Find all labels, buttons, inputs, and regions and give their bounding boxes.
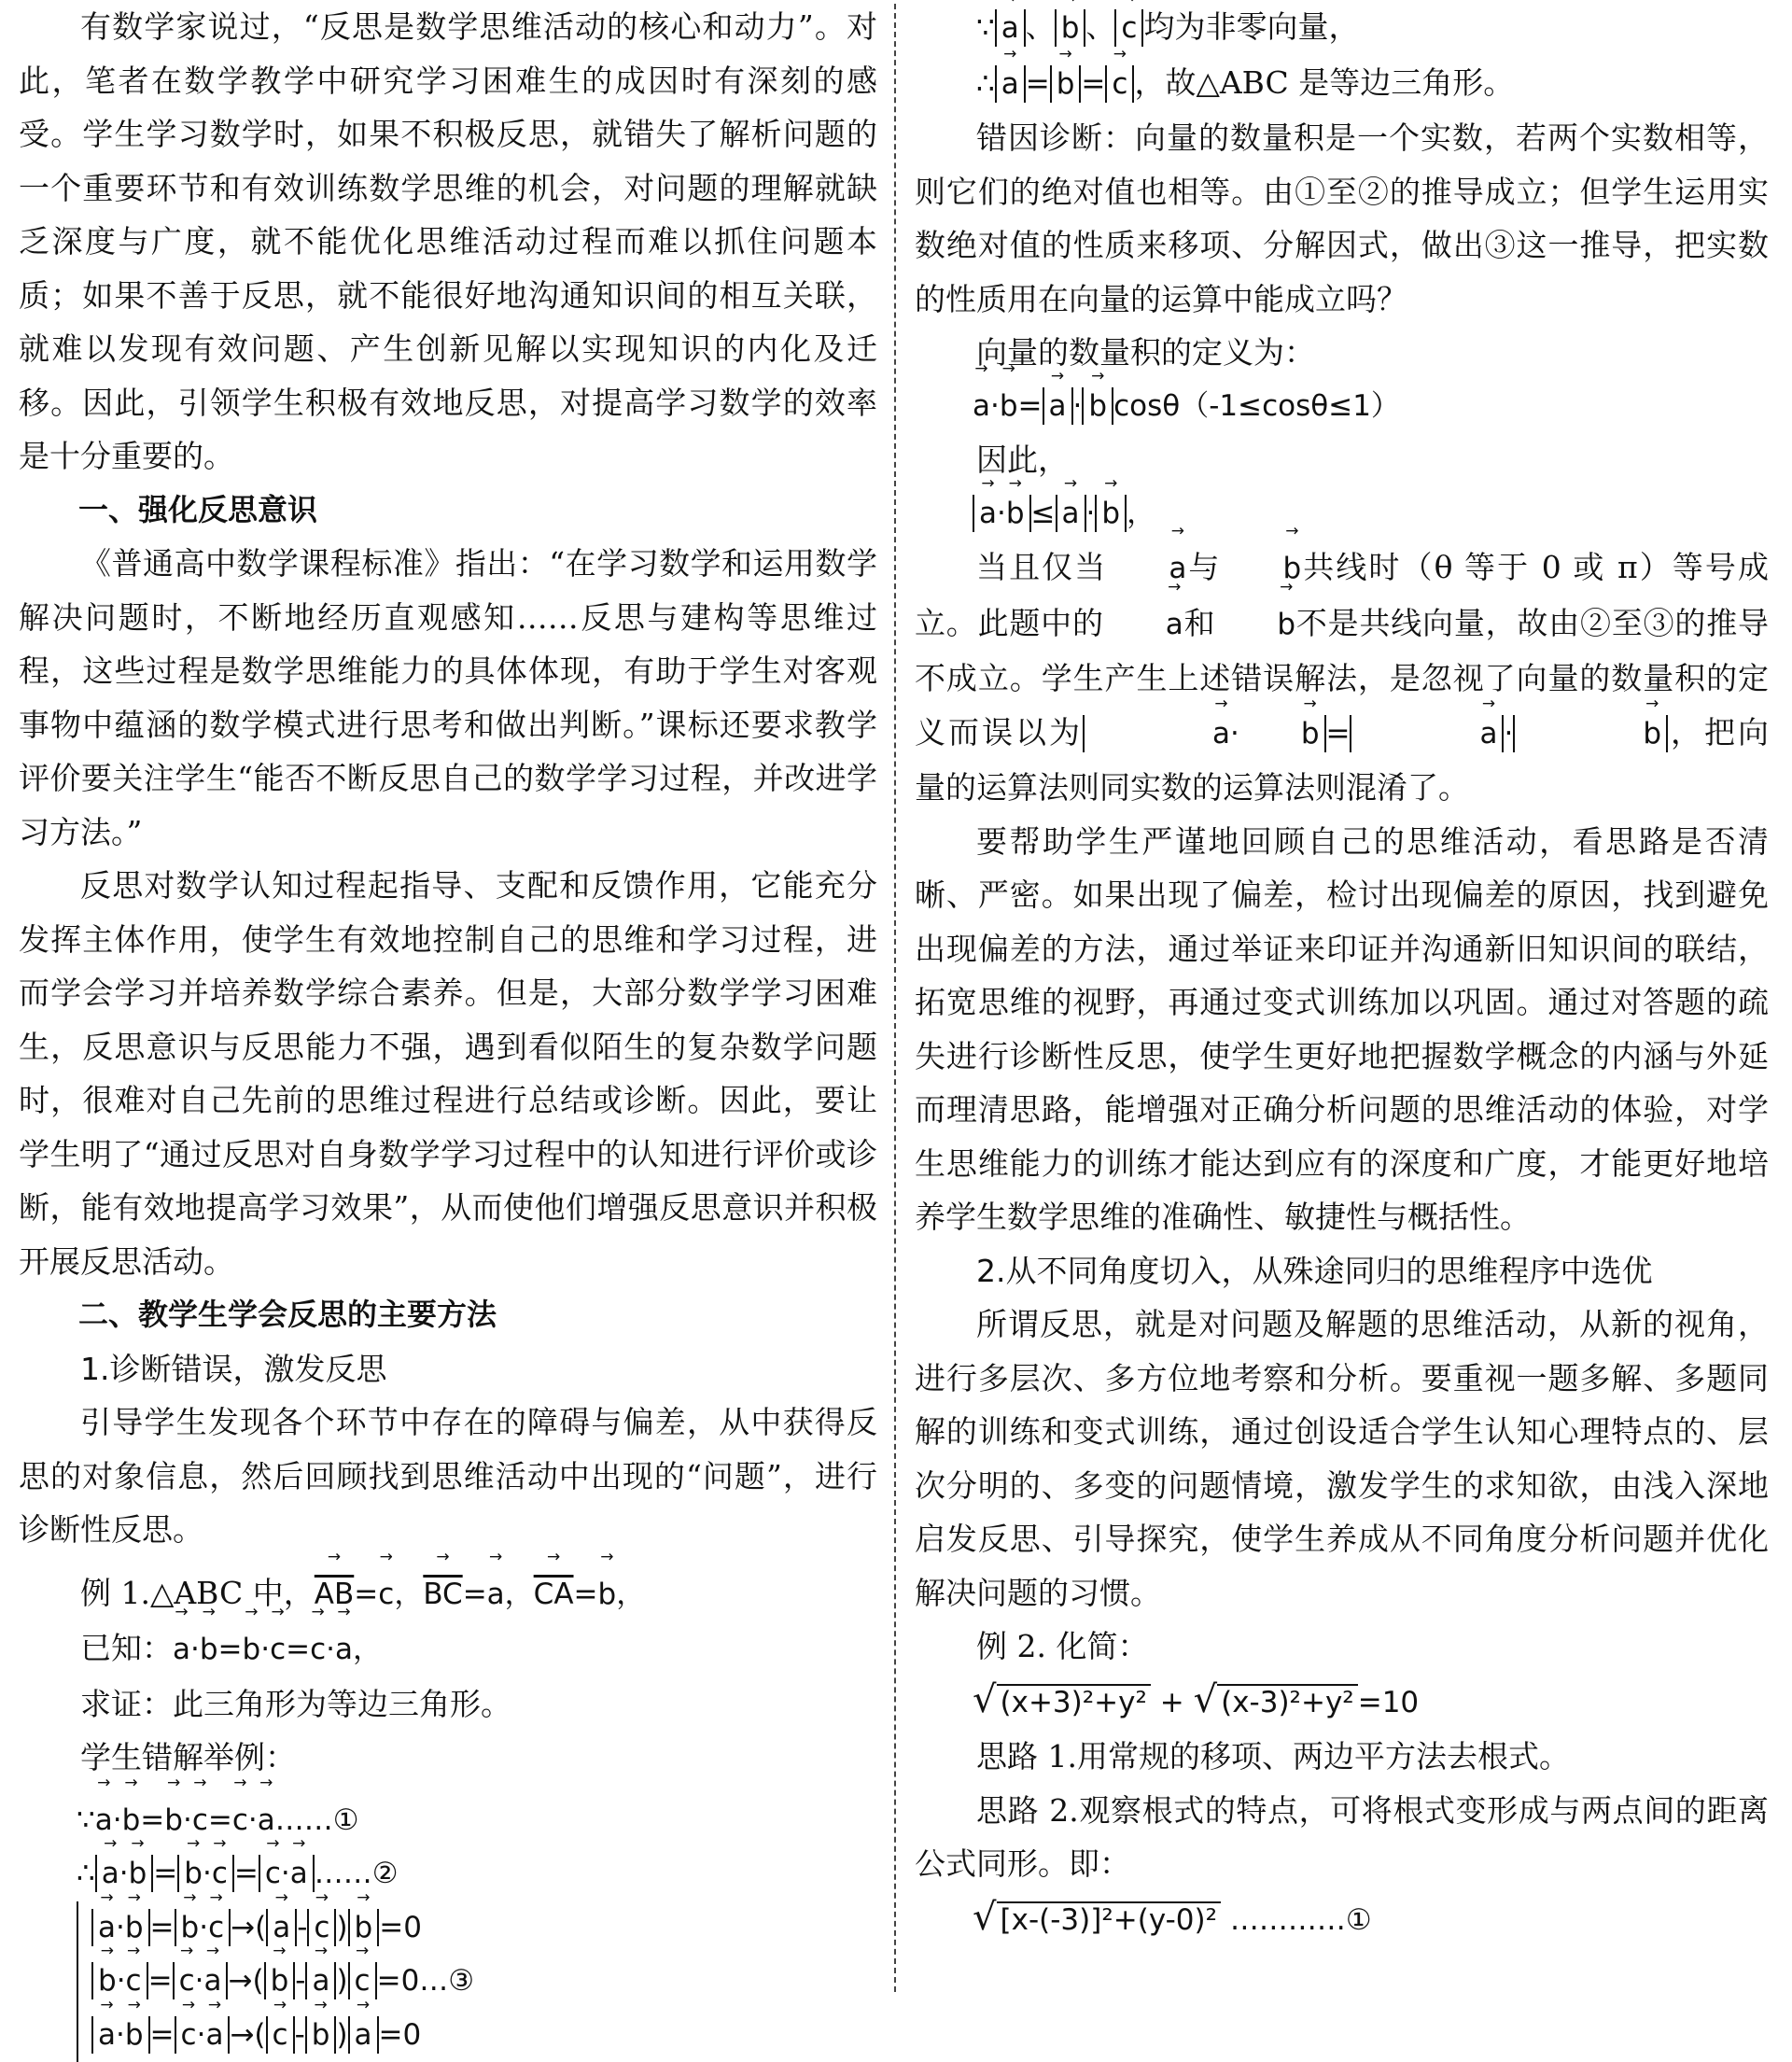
- right-column: [915, 0, 1769, 1947]
- left-column: [19, 0, 877, 2062]
- column-divider: [894, 4, 896, 1992]
- help-students-paragraph: 要帮助学生严谨地回顾自己的思维活动，看思路是否清晰、严密。如果出现了偏差，检讨出现偏差的原因，找到避免出现偏差的方法，通过举证来印证并沟通新旧知识间的联结，拓宽思维的视野，再通过变式训练加以巩固。通过对答题的疏失进行诊断性反思，使学生更好地把握数学概念的内涵与外延而理清思路，能增强对正确分析问题的思维活动的体验，对学生思维能力的训练才能达到应有的深度和广度，才能更好地培养学生数学思维的准确性、敏捷性与概括性。: [915, 815, 1769, 1244]
- wrong-step-1: ∵→ a·→ b=→ b·→ c=→ c·→ a……①: [19, 1794, 877, 1848]
- collinear-text-f: ，把向量的运算法则同实数的运算法则混淆了。: [915, 714, 1769, 807]
- definition-label: 向量的数量积的定义为：: [915, 326, 1769, 380]
- example1-known: 已知：→ a·→ b=→ b·→ c=→ c·→ a，: [19, 1621, 877, 1677]
- known-label: 已知：: [80, 1630, 173, 1666]
- idea-1: 思路 1.用常规的移项、两边平方法去根式。: [915, 1730, 1769, 1784]
- vector-b: → b: [598, 1568, 617, 1622]
- root-term-1: (x+3)²+y²: [997, 1684, 1151, 1719]
- collinear-text-c: 共线时（θ 等于 0 或 π）等号成立。此题中的: [915, 549, 1769, 641]
- curriculum-standard-paragraph: 《普通高中数学课程标准》指出：“在学习数学和运用数学解决问题时，不断地经历直观感知……反思与建构等思维过程，这些过程是数学思维能力的具体体现，有助于学生对客观事物中蕴涵的数学模式进行思考和做出判断。”课标还要求教学评价要关注学生“能否不断反思自己的数学学习过程，并改进学习方法。”: [19, 537, 877, 859]
- heading-strengthen-reflection: 一、强化反思意识: [19, 484, 877, 538]
- idea-2: 思路 2.观察根式的特点，可将根式变形成与两点间的距离公式同形。即：: [915, 1784, 1769, 1891]
- example2-equation: √ (x+3)²+y² + √ (x-3)²+y² =10: [915, 1674, 1769, 1731]
- collinear-text-d: 和: [1183, 605, 1216, 641]
- vector-c: → c: [378, 1568, 394, 1622]
- distance-formula-line: √ [x-(-3)]²+(y-0)² …………①: [915, 1891, 1769, 1948]
- therefore-label: 因此，: [915, 433, 1769, 487]
- dot-product-definition: → a·→ b= → a · → b cosθ（-1≤cosθ≤1）: [915, 380, 1769, 434]
- example1-statement: 例 1.△ABC 中，→ $\overline{AB}=\to c$，→ $\overline{BC}=\to a$，→ $\overline{CA}=\to b$，: [19, 1566, 877, 1622]
- intro-paragraph: 有数学家说过，“反思是数学思维活动的核心和动力”。对此，笔者在数学教学中研究学习困难生的成因时有深刻的感受。学生学习数学时，如果不积极反思，就错失了解析问题的一个重要环节和有效训练数学思维的机会，对问题的理解就缺乏深度与广度，就不能优化思维活动过程而难以抓住问题本质；如果不善于反思，就不能很好地沟通知识间的相互关联，就难以发现有效问题、产生创新见解以实现知识的内化及迁移。因此，引领学生积极有效地反思，对提高学习数学的效率是十分重要的。: [19, 0, 877, 484]
- angle-paragraph: 所谓反思，就是对问题及解题的思维活动，从新的视角，进行多层次、多方位地考察和分析。要重视一题多解、多题同解的训练和变式训练，通过创设适合学生认知心理特点的、层次分明的、多变的问题情境，激发学生的求知欲，由浅入深地启发反思、引导探究，使学生养成从不同角度分析问题并优化解决问题的习惯。: [915, 1298, 1769, 1620]
- example1-prove: 求证：此三角形为等边三角形。: [19, 1677, 877, 1732]
- distance-mark: …………①: [1230, 1903, 1372, 1937]
- reflection-role-paragraph: 反思对数学认知过程起指导、支配和反馈作用，它能充分发挥主体作用，使学生有效地控制自己的思维和学习过程，进而学会学习并培养数学综合素养。但是，大部分数学学习困难生，反思意识与反思能力不强，遇到看似陌生的复杂数学问题时，很难对自己先前的思维过程进行总结或诊断。因此，要让学生明了“通过反思对自身数学学习过程中的认知进行评价或诊断，能有效地提高学习效果”，从而使他们增强反思意识并积极开展反思活动。: [19, 859, 877, 1288]
- collinear-text-b: 与: [1186, 549, 1221, 585]
- wrong-step-2: ∴ → a·→ b = → b·→ c = → c·→ a ……②: [19, 1847, 877, 1901]
- collinear-text-e: 不是共线向量，故由②至③的推导不成立。学生产生上述错误解法，是忽视了向量的数量积的定义而误以为: [915, 605, 1769, 750]
- distance-root: [x-(-3)]²+(y-0)²: [997, 1901, 1222, 1937]
- step3-mark: …③: [419, 1964, 474, 1998]
- wrong-step-3-system: → a·→ b = → b·→ c →( → a - → c ) → b =0 → b·→ c = → c·→ a →( → b - → a ) → c =0…③ → a·→ b = → c·→ a →( → c - → b ) → a =0: [77, 1901, 474, 2062]
- nonzero-text: 均为非零向量，: [1143, 8, 1359, 45]
- heading-methods: 二、教学生学会反思的主要方法: [19, 1288, 877, 1342]
- vector-BC: → $\overline{BC}$: [423, 1568, 462, 1622]
- dot-product-inequality: → a·→ b ≤ → a · → b ，: [915, 487, 1769, 541]
- error-diagnosis-paragraph: 错因诊断：向量的数量积是一个实数，若两个实数相等，则它们的绝对值也相等。由①至②的推导成立；但学生运用实数绝对值的性质来移项、分解因式，做出③这一推导，把实数的性质用在向量的运算中能成立吗？: [915, 111, 1769, 326]
- wrong-solution-label: 学生错解举例：: [19, 1731, 877, 1785]
- guide-paragraph: 引导学生发现各个环节中存在的障碍与偏差，从中获得反思的对象信息，然后回顾找到思维活动中出现的“问题”，进行诊断性反思。: [19, 1396, 877, 1557]
- collinear-paragraph: 当且仅当 → a与 → b共线时（θ 等于 0 或 π）等号成立。此题中的 → a和 → b不是共线向量，故由②至③的推导不成立。学生产生上述错误解法，是忽视了向量的数量积的定义而误以为 → a· → b = → a · → b ，把向量的运算法则同实数的运算法则混淆了。: [915, 540, 1769, 815]
- equilateral-conclusion-line: ∴ → a = → b = → c ，故△ABC 是等边三角形。: [915, 56, 1769, 112]
- example2-label: 例 2. 化简：: [915, 1620, 1769, 1674]
- step2-mark: ……②: [315, 1857, 399, 1890]
- vector-AB: → $\overline{AB}$: [315, 1568, 354, 1622]
- equation-rhs: =10: [1358, 1686, 1419, 1719]
- subheading-different-angles: 2.从不同角度切入，从殊途同归的思维程序中选优: [915, 1244, 1769, 1298]
- equilateral-text: ，故△ABC 是等边三角形。: [1134, 64, 1514, 101]
- nonzero-vectors-line: ∵ → a 、 → b 、 → c 均为非零向量，: [915, 0, 1769, 56]
- example1-label: 例 1.△ABC 中，: [80, 1575, 315, 1611]
- root-term-2: (x-3)²+y²: [1217, 1684, 1358, 1719]
- vector-a: → a: [487, 1568, 505, 1622]
- definition-formula: cosθ（-1≤cosθ≤1）: [1113, 389, 1400, 423]
- subheading-diagnose-errors: 1.诊断错误，激发反思: [19, 1342, 877, 1396]
- vector-CA: → $\overline{CA}$: [534, 1568, 574, 1622]
- step1-mark: ……①: [275, 1803, 359, 1837]
- collinear-text-a: 当且仅当: [976, 549, 1107, 585]
